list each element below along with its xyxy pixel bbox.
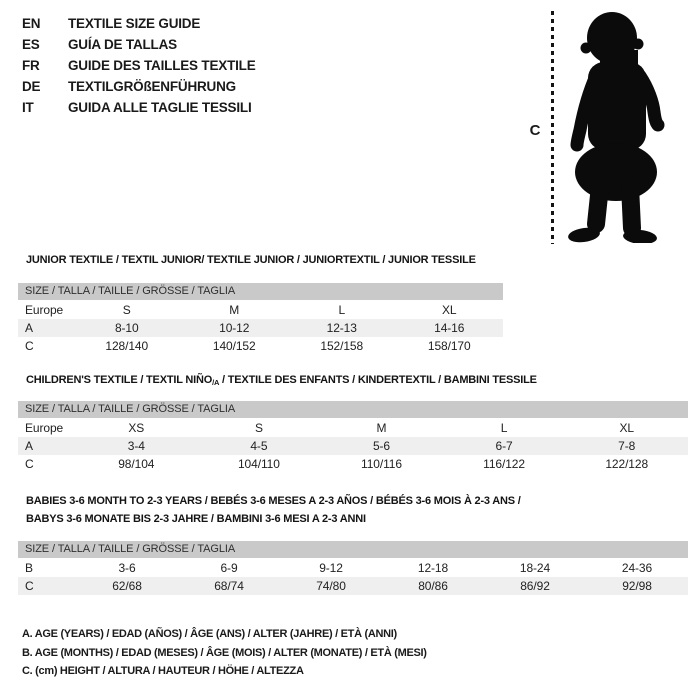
cell: 3-6 — [118, 561, 136, 575]
cell: 6-9 — [220, 561, 238, 575]
cell: 110/116 — [361, 457, 402, 471]
cell: 74/80 — [280, 577, 382, 595]
height-measure-dotted-line — [551, 11, 554, 244]
cell: 9-12 — [319, 561, 343, 575]
children-title-pre: CHILDREN'S TEXTILE / TEXTIL NIÑO — [26, 374, 213, 386]
row-label: C — [25, 457, 34, 471]
cell: 3-4 — [75, 437, 198, 455]
cell: L — [500, 421, 508, 435]
babies-title-line2: BABYS 3-6 MONATE BIS 2-3 JAHRE / BAMBINI 3-6 MESI A 2-3 ANNI — [26, 513, 366, 525]
table-row — [18, 437, 688, 455]
babies-section-title — [26, 492, 521, 528]
table-row — [18, 337, 503, 355]
row-label: C — [25, 339, 34, 353]
cell: M — [376, 421, 387, 435]
row-label: B — [25, 561, 33, 575]
cell: XS — [128, 421, 145, 435]
cell: 12-13 — [288, 319, 396, 337]
cell: 8-10 — [73, 319, 181, 337]
footnote-height-cm: C. (cm) HEIGHT / ALTURA / HAUTEUR / HÖHE / ALTEZZA — [22, 665, 304, 677]
row-label: A — [18, 319, 73, 337]
children-size-table — [18, 419, 688, 473]
language-code: FR — [22, 58, 40, 73]
cell: 128/140 — [105, 339, 149, 353]
cell: 68/74 — [178, 577, 280, 595]
guide-title: GUÍA DE TALLAS — [68, 37, 177, 52]
children-title-post: / TEXTILE DES ENFANTS / KINDERTEXTIL / BAMBINI TESSILE — [219, 374, 537, 386]
language-code: IT — [22, 100, 34, 115]
cell: 7-8 — [565, 437, 688, 455]
babies-size-header-bar: SIZE / TALLA / TAILLE / GRÖSSE / TAGLIA — [18, 541, 688, 558]
row-label: Europe — [25, 421, 64, 435]
cell: S — [122, 303, 131, 317]
babies-title-line1: BABIES 3-6 MONTH TO 2-3 YEARS / BEBÉS 3-6 MESES A 2-3 AÑOS / BÉBÉS 3-6 MOIS À 2-3 ANS / — [26, 495, 521, 507]
table-row — [18, 455, 688, 473]
cell: 14-16 — [396, 319, 504, 337]
children-size-header-bar: SIZE / TALLA / TAILLE / GRÖSSE / TAGLIA — [18, 401, 688, 418]
cell: L — [338, 303, 346, 317]
junior-size-header-bar: SIZE / TALLA / TAILLE / GRÖSSE / TAGLIA — [18, 283, 503, 300]
table-row — [18, 559, 688, 577]
toddler-silhouette-image — [560, 8, 690, 243]
height-measure-label: C — [529, 122, 541, 139]
junior-size-table — [18, 301, 503, 355]
table-row — [18, 577, 688, 595]
language-code: EN — [22, 16, 41, 31]
table-row — [18, 301, 503, 319]
cell: S — [254, 421, 263, 435]
row-label: A — [18, 437, 75, 455]
cell: 116/122 — [483, 457, 525, 471]
cell: 158/170 — [427, 339, 471, 353]
cell: 62/68 — [76, 577, 178, 595]
children-section-title — [26, 374, 537, 387]
babies-size-table — [18, 559, 688, 595]
cell: XL — [442, 303, 457, 317]
cell: 18-24 — [519, 561, 551, 575]
cell: 92/98 — [586, 577, 688, 595]
footnote-age-months: B. AGE (MONTHS) / EDAD (MESES) / ÂGE (MOIS) / ALTER (MONATE) / ETÀ (MESI) — [22, 646, 427, 659]
children-title-subscript: /A — [212, 378, 220, 387]
list-item — [22, 34, 256, 55]
cell: 152/158 — [320, 339, 364, 353]
cell: 5-6 — [320, 437, 443, 455]
language-title-list — [22, 13, 256, 118]
language-code: DE — [22, 79, 41, 94]
cell: M — [229, 303, 240, 317]
cell: XL — [619, 421, 634, 435]
cell: 104/110 — [237, 457, 280, 471]
cell: 140/152 — [212, 339, 256, 353]
guide-title: TEXTILE SIZE GUIDE — [68, 16, 201, 31]
list-item — [22, 97, 256, 118]
junior-section-title: JUNIOR TEXTILE / TEXTIL JUNIOR/ TEXTILE JUNIOR / JUNIORTEXTIL / JUNIOR TESSILE — [26, 254, 476, 266]
table-row — [18, 319, 503, 337]
guide-title: GUIDA ALLE TAGLIE TESSILI — [68, 100, 252, 115]
cell: 86/92 — [484, 577, 586, 595]
cell: 4-5 — [198, 437, 321, 455]
guide-title: GUIDE DES TAILLES TEXTILE — [68, 58, 256, 73]
language-code: ES — [22, 37, 40, 52]
legend-footnotes — [22, 625, 427, 681]
cell: 80/86 — [382, 577, 484, 595]
row-label: C — [18, 577, 76, 595]
row-label: Europe — [25, 303, 64, 317]
cell: 6-7 — [443, 437, 566, 455]
list-item — [22, 13, 256, 34]
cell: 24-36 — [621, 561, 653, 575]
list-item — [22, 55, 256, 76]
cell: 10-12 — [181, 319, 289, 337]
cell: 122/128 — [605, 457, 649, 471]
cell: 12-18 — [417, 561, 449, 575]
list-item — [22, 76, 256, 97]
cell: 98/104 — [118, 457, 155, 471]
table-row — [18, 419, 688, 437]
guide-title: TEXTILGRÖßENFÜHRUNG — [68, 79, 236, 94]
footnote-age-years: A. AGE (YEARS) / EDAD (AÑOS) / ÂGE (ANS) / ALTER (JAHRE) / ETÀ (ANNI) — [22, 628, 397, 640]
